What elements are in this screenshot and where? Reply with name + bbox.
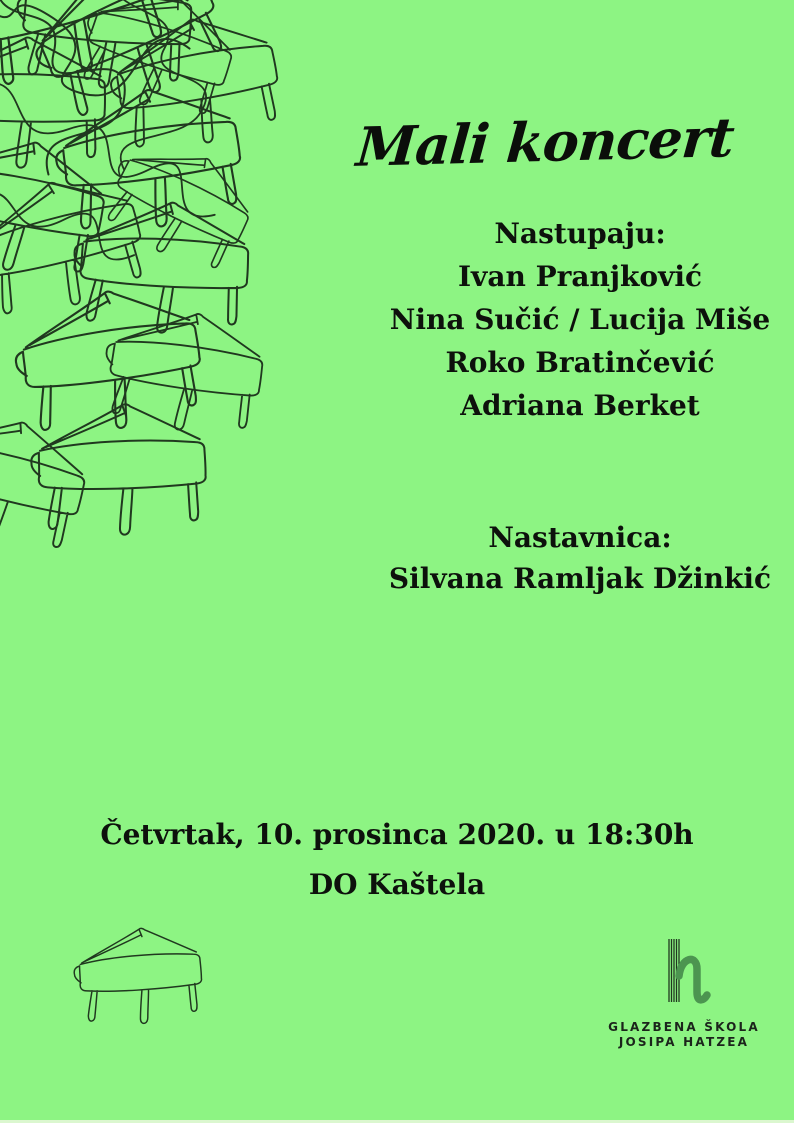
grand-piano-sketch <box>70 920 208 1028</box>
school-name-line2: JOSIPA HATZEA <box>618 1034 750 1049</box>
event-venue: DO Kaštela <box>308 868 486 901</box>
performer-name: Roko Bratinčević <box>445 346 715 379</box>
teacher-heading: Nastavnica: <box>488 521 672 554</box>
piano-scribble-art <box>0 0 387 633</box>
school-name-line1: GLAZBENA ŠKOLA <box>608 1020 760 1034</box>
performer-name: Adriana Berket <box>460 389 700 422</box>
teacher-name: Silvana Ramljak Džinkić <box>388 562 772 595</box>
poster-title: Mali koncert <box>354 105 736 179</box>
teacher-section <box>375 517 785 599</box>
performers-section <box>375 212 785 427</box>
event-details <box>0 810 794 910</box>
hatze-h-logo-icon <box>654 936 714 1010</box>
performers-heading: Nastupaju: <box>494 217 666 250</box>
performer-name: Ivan Pranjković <box>457 260 703 293</box>
school-logo <box>598 936 770 1049</box>
performer-name: Nina Sučić / Lucija Miše <box>389 303 771 336</box>
event-datetime: Četvrtak, 10. prosinca 2020. u 18:30h <box>100 818 694 851</box>
